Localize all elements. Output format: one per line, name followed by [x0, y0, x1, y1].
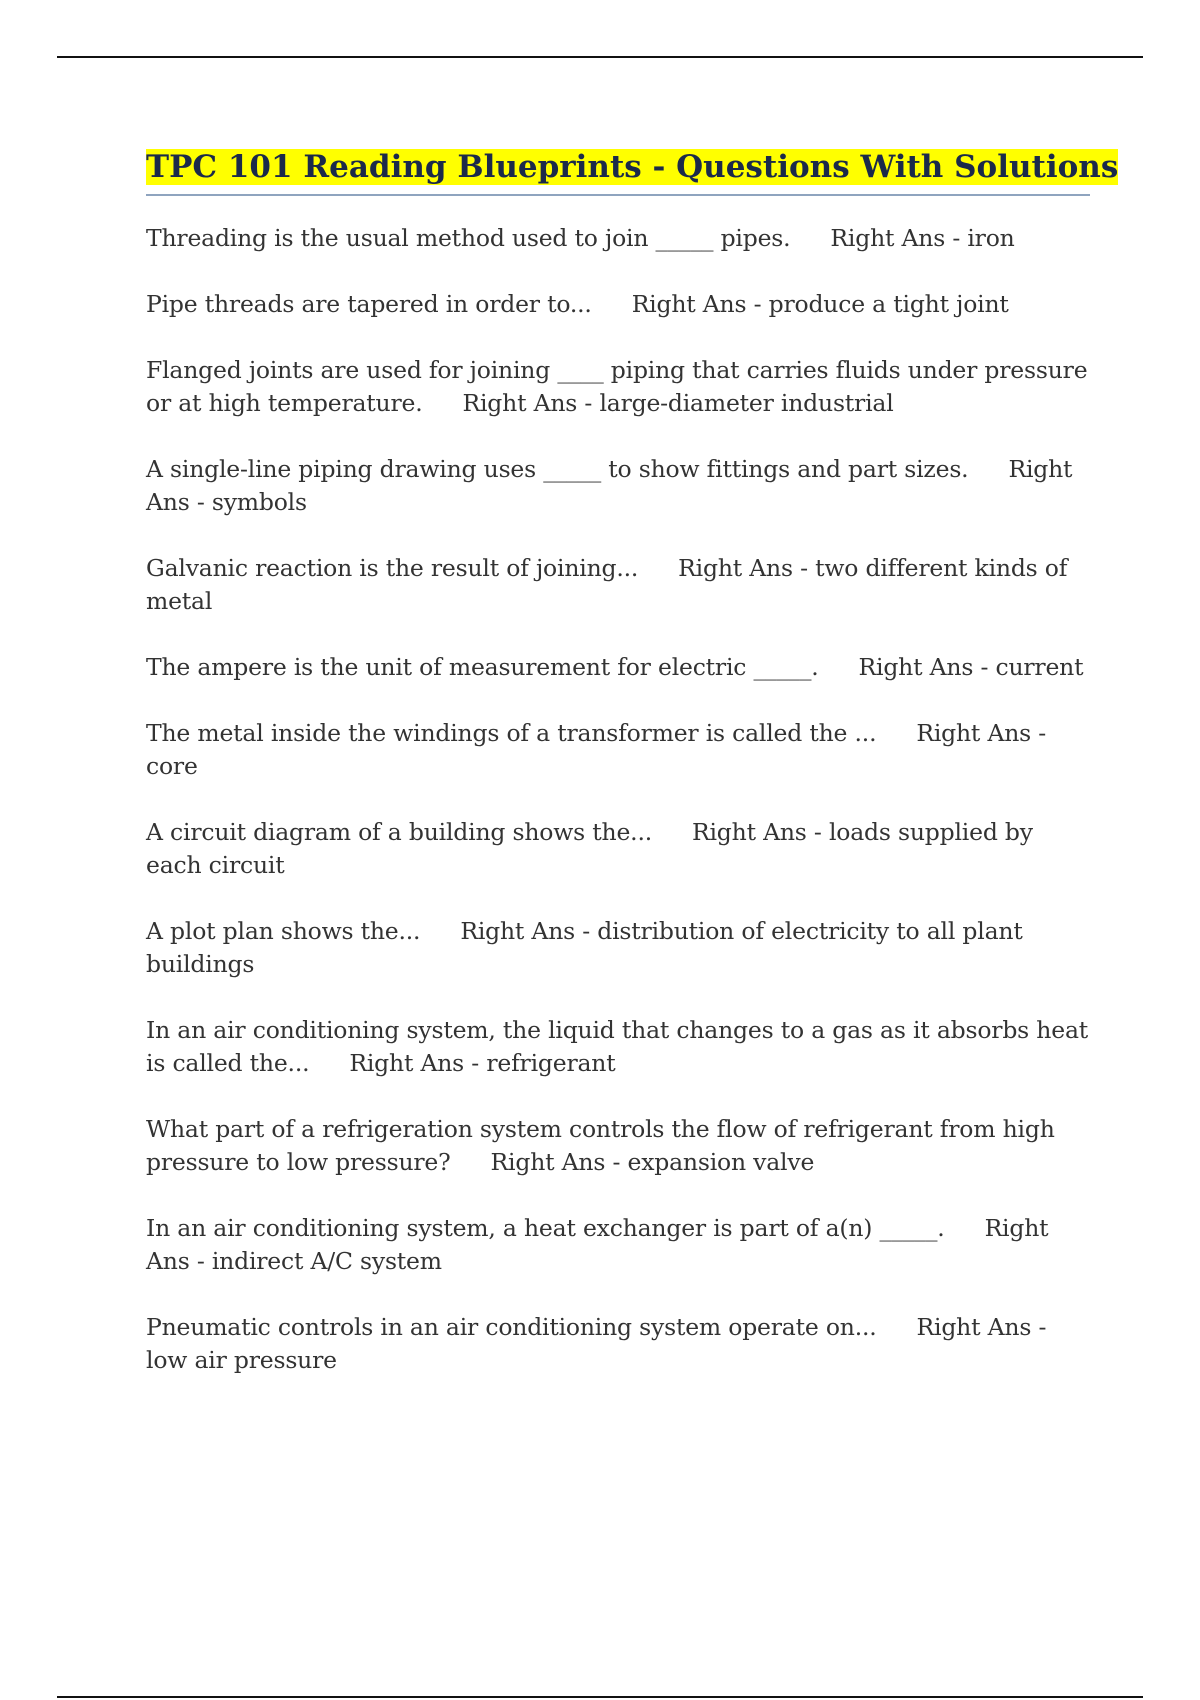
answer-text: Right Ans - core — [146, 719, 1047, 780]
question-text: A plot plan shows the... — [146, 917, 421, 945]
question-text: The ampere is the unit of measurement for electric _____. — [146, 653, 819, 681]
answer-text: Right Ans - expansion valve — [490, 1148, 815, 1176]
answer-text: Right Ans - distribution of electricity to all plant buildings — [146, 917, 1023, 978]
answer-text: Right Ans - iron — [830, 224, 1015, 252]
answer-text: Right Ans - current — [858, 653, 1084, 681]
qa-item — [146, 453, 1090, 519]
question-text: Pneumatic controls in an air conditioning system operate on... — [146, 1313, 877, 1341]
answer-text: Right Ans - refrigerant — [349, 1049, 616, 1077]
answer-text: Right Ans - large-diameter industrial — [462, 389, 894, 417]
title-block — [146, 146, 1119, 196]
question-text: The metal inside the windings of a transformer is called the ... — [146, 719, 877, 747]
qa-item — [146, 1212, 1090, 1278]
qa-item — [146, 222, 1090, 255]
answer-text: Right Ans - low air pressure — [146, 1313, 1047, 1374]
document-title: TPC 101 Reading Blueprints - Questions With Solutions — [146, 149, 1119, 185]
answer-text: Right Ans - symbols — [146, 455, 1073, 516]
qa-item — [146, 915, 1090, 981]
footer-rule — [57, 1696, 1143, 1698]
qa-item — [146, 552, 1090, 618]
answer-text: Right Ans - indirect A/C system — [146, 1214, 1049, 1275]
answer-text: Right Ans - produce a tight joint — [631, 290, 1009, 318]
question-text: In an air conditioning system, a heat exchanger is part of a(n) _____. — [146, 1214, 945, 1242]
answer-text: Right Ans - two different kinds of metal — [146, 554, 1068, 615]
question-text: A circuit diagram of a building shows the... — [146, 818, 652, 846]
question-text: Flanged joints are used for joining ____ piping that carries fluids under pressure or at high temperature. — [146, 356, 1088, 417]
question-text: Galvanic reaction is the result of joining... — [146, 554, 639, 582]
qa-item — [146, 1113, 1090, 1179]
document-body — [146, 146, 1119, 1410]
question-text: A single-line piping drawing uses _____ to show fittings and part sizes. — [146, 455, 969, 483]
qa-item — [146, 354, 1090, 420]
question-text: In an air conditioning system, the liquid that changes to a gas as it absorbs heat is called the... — [146, 1016, 1088, 1077]
qa-item — [146, 1014, 1090, 1080]
question-text: What part of a refrigeration system controls the flow of refrigerant from high pressure to low pressure? — [146, 1115, 1055, 1176]
question-text: Pipe threads are tapered in order to... — [146, 290, 592, 318]
header-rule — [57, 56, 1143, 58]
qa-item — [146, 816, 1090, 882]
qa-item — [146, 288, 1090, 321]
qa-item — [146, 717, 1090, 783]
qa-item — [146, 651, 1090, 684]
qa-item — [146, 1311, 1090, 1377]
question-text: Threading is the usual method used to join _____ pipes. — [146, 224, 791, 252]
answer-text: Right Ans - loads supplied by each circuit — [146, 818, 1033, 879]
